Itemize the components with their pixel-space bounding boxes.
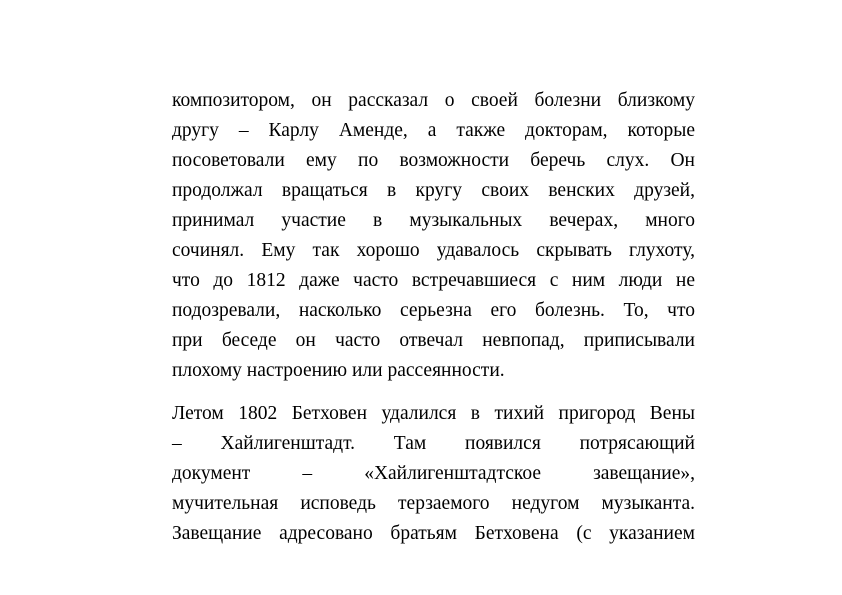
text-line: что до 1812 даже часто встречавшиеся с ним люди не xyxy=(172,270,695,291)
paragraph xyxy=(172,86,695,386)
text-line: композитором, он рассказал о своей болезни близкому xyxy=(172,90,695,111)
text-line: посоветовали ему по возможности беречь слух. Он xyxy=(172,150,695,171)
text-line: принимал участие в музыкальных вечерах, много xyxy=(172,210,695,231)
text-line: при беседе он часто отвечал невпопад, приписывали xyxy=(172,330,695,351)
text-line: Летом 1802 Бетховен удалился в тихий пригород Вены xyxy=(172,403,695,424)
text-line: подозревали, насколько серьезна его болезнь. То, что xyxy=(172,300,695,321)
text-line: – Хайлигенштадт. Там появился потрясающий xyxy=(172,433,695,454)
paragraph xyxy=(172,399,695,549)
text-line: Завещание адресовано братьям Бетховена (с указанием xyxy=(172,523,695,544)
text-line: продолжал вращаться в кругу своих венских друзей, xyxy=(172,180,695,201)
text-line: плохому настроению или рассеянности. xyxy=(172,360,505,381)
text-line: другу – Карлу Аменде, а также докторам, которые xyxy=(172,120,695,141)
text-line: документ – «Хайлигенштадтское завещание», xyxy=(172,463,695,484)
text-line: мучительная исповедь терзаемого недугом музыканта. xyxy=(172,493,695,514)
text-line: сочинял. Ему так хорошо удавалось скрывать глухоту, xyxy=(172,240,695,261)
